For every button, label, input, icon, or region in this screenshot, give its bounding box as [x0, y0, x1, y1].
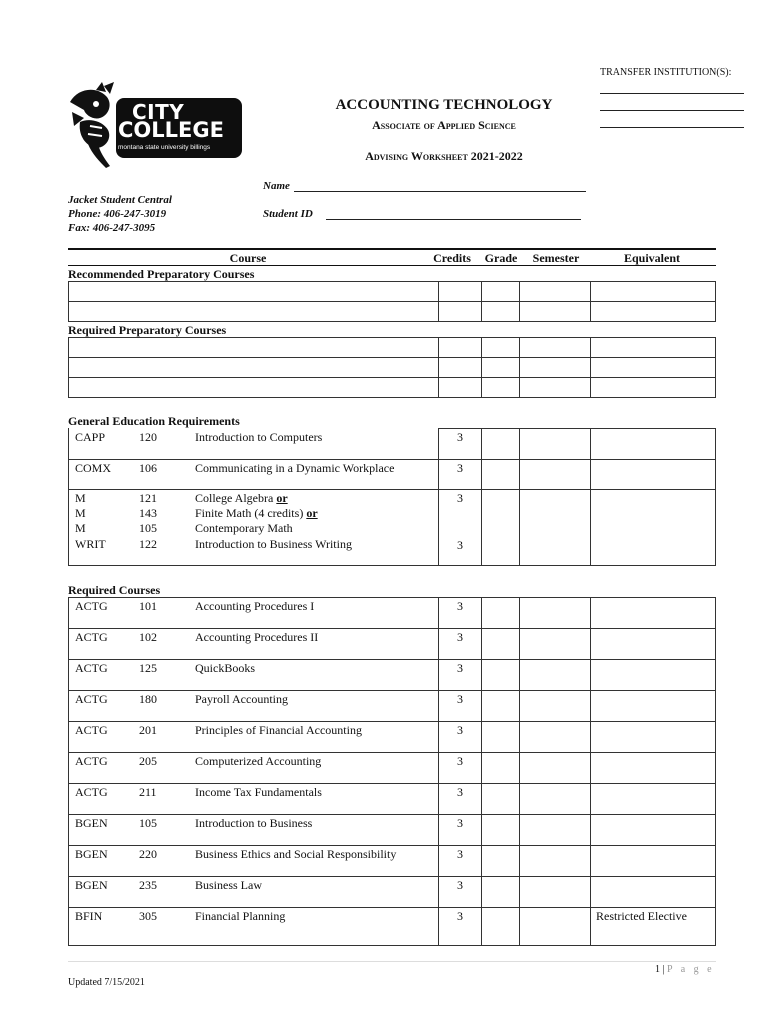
column-semester: Semester — [532, 251, 580, 265]
office-fax: Fax: 406-247-3095 — [68, 222, 156, 234]
course-prefix: BGEN — [75, 847, 108, 861]
course-prefix: BFIN — [75, 909, 103, 923]
required-semester-cell[interactable] — [519, 721, 591, 753]
required-grade-cell[interactable] — [481, 845, 520, 877]
required-equivalent-cell[interactable] — [590, 597, 716, 629]
required-grade-cell[interactable] — [481, 783, 520, 815]
required-equivalent-cell[interactable] — [590, 783, 716, 815]
course-credits: 3 — [457, 491, 463, 505]
prep-course-cell[interactable] — [68, 357, 439, 378]
required-grade-cell[interactable] — [481, 814, 520, 846]
course-credits: 3 — [457, 723, 463, 737]
course-credits: 3 — [457, 847, 463, 861]
course-title: Introduction to Business — [195, 816, 313, 830]
course-title: Business Ethics and Social Responsibility — [195, 847, 397, 861]
course-prefix: ACTG — [75, 599, 108, 613]
required-grade-cell[interactable] — [481, 907, 520, 946]
page-title: ACCOUNTING TECHNOLOGY — [335, 97, 553, 113]
column-grade: Grade — [484, 251, 518, 265]
row-divider — [68, 783, 439, 784]
degree-subtitle: Associate of Applied Science — [372, 118, 516, 132]
name-field[interactable] — [294, 191, 586, 192]
required-grade-cell[interactable] — [481, 752, 520, 784]
course-credits: 3 — [457, 630, 463, 644]
gen-ed-semester-cell[interactable] — [519, 428, 591, 460]
course-title: Accounting Procedures I — [195, 599, 315, 613]
transfer-institution-line-1[interactable] — [600, 93, 744, 94]
row-left-border — [68, 721, 69, 753]
logo-msub-text: montana state university billings — [118, 144, 211, 151]
row-divider — [68, 945, 439, 946]
course-prefix: COMX — [75, 461, 112, 475]
course-credits: 3 — [457, 461, 463, 475]
course-number: 305 — [139, 909, 157, 923]
row-left-border — [68, 752, 69, 784]
or-connector: or — [276, 491, 288, 505]
recommended-grade-cell[interactable] — [481, 281, 520, 302]
required-grade-cell[interactable] — [481, 597, 520, 629]
row-divider — [68, 845, 439, 846]
row-divider — [68, 659, 439, 660]
course-number: 122 — [139, 537, 157, 551]
prep-semester-cell[interactable] — [519, 337, 591, 358]
or-connector: or — [306, 506, 318, 520]
required-equivalent-cell[interactable] — [590, 721, 716, 753]
required-semester-cell[interactable] — [519, 597, 591, 629]
row-divider — [68, 907, 439, 908]
logo-city-text: CITY — [132, 100, 185, 124]
course-number: 125 — [139, 661, 157, 675]
required-equivalent-cell[interactable] — [590, 845, 716, 877]
column-credits: Credits — [433, 251, 471, 265]
page-number: 1 — [655, 964, 660, 975]
recommended-course-cell[interactable] — [68, 281, 439, 302]
required-semester-cell[interactable] — [519, 659, 591, 691]
required-equivalent-cell[interactable] — [590, 876, 716, 908]
course-prefix: WRIT — [75, 537, 106, 551]
row-left-border — [68, 876, 69, 908]
course-title-line — [195, 506, 318, 521]
required-semester-cell[interactable] — [519, 907, 591, 946]
course-credits: 3 — [457, 909, 463, 923]
section-required-prep-title: Required Preparatory Courses — [68, 323, 227, 337]
gen-ed-row-divider — [68, 489, 439, 490]
course-title: Financial Planning — [195, 909, 286, 923]
required-grade-cell[interactable] — [481, 690, 520, 722]
course-title-line — [195, 491, 288, 506]
prep-course-cell[interactable] — [68, 377, 439, 398]
gen-ed-equivalent-cell[interactable] — [590, 489, 716, 566]
footer-rule — [68, 961, 716, 962]
course-title: Principles of Financial Accounting — [195, 723, 362, 737]
course-title: College Algebra — [195, 491, 274, 505]
logo-college-text: COLLEGE — [118, 118, 224, 142]
course-prefix: M — [75, 506, 86, 520]
prep-grade-cell[interactable] — [481, 337, 520, 358]
course-number: 201 — [139, 723, 157, 737]
required-semester-cell[interactable] — [519, 783, 591, 815]
row-left-border — [68, 597, 69, 629]
name-label: Name — [263, 180, 290, 192]
required-semester-cell[interactable] — [519, 628, 591, 660]
prep-grade-cell[interactable] — [481, 377, 520, 398]
course-prefix: ACTG — [75, 723, 108, 737]
row-divider — [68, 752, 439, 753]
prep-credits-cell[interactable] — [438, 377, 482, 398]
prep-semester-cell[interactable] — [519, 377, 591, 398]
gen-ed-semester-cell[interactable] — [519, 489, 591, 566]
course-equivalent: Restricted Elective — [596, 909, 687, 923]
office-phone: Phone: 406-247-3019 — [68, 208, 167, 220]
column-course: Course — [229, 251, 267, 265]
course-number: 205 — [139, 754, 157, 768]
course-credits: 3 — [457, 816, 463, 830]
course-number: 106 — [139, 461, 157, 475]
prep-credits-cell[interactable] — [438, 337, 482, 358]
course-number: 220 — [139, 847, 157, 861]
course-prefix: BGEN — [75, 878, 108, 892]
required-semester-cell[interactable] — [519, 752, 591, 784]
course-title: QuickBooks — [195, 661, 255, 675]
row-divider — [68, 876, 439, 877]
gen-ed-equivalent-cell[interactable] — [590, 459, 716, 490]
course-prefix: CAPP — [75, 430, 106, 444]
course-title: Finite Math (4 credits) — [195, 506, 304, 520]
course-title: Introduction to Computers — [195, 430, 323, 444]
course-credits: 3 — [457, 538, 463, 552]
prep-semester-cell[interactable] — [519, 357, 591, 378]
recommended-semester-cell[interactable] — [519, 281, 591, 302]
required-semester-cell[interactable] — [519, 845, 591, 877]
section-required-title: Required Courses — [68, 583, 161, 597]
course-number: 180 — [139, 692, 157, 706]
page-word: P a g e — [667, 964, 715, 975]
prep-credits-cell[interactable] — [438, 357, 482, 378]
row-divider — [68, 597, 439, 598]
prep-equivalent-cell[interactable] — [590, 377, 716, 398]
page-number-block: 1 | P a g e — [655, 964, 715, 975]
section-gen-ed-title: General Education Requirements — [68, 414, 240, 428]
recommended-grade-cell[interactable] — [481, 301, 520, 322]
required-equivalent-cell[interactable] — [590, 628, 716, 660]
gen-ed-grade-cell[interactable] — [481, 428, 520, 460]
required-grade-cell[interactable] — [481, 876, 520, 908]
worksheet-title: Advising Worksheet 2021-2022 — [365, 149, 523, 163]
row-left-border — [68, 783, 69, 815]
updated-date: Updated 7/15/2021 — [68, 977, 145, 988]
course-credits: 3 — [457, 785, 463, 799]
course-credits: 3 — [457, 754, 463, 768]
row-left-border — [68, 628, 69, 660]
table-header-bottom-rule — [68, 265, 716, 266]
course-credits: 3 — [457, 430, 463, 444]
course-number: 105 — [139, 816, 157, 830]
row-divider — [68, 721, 439, 722]
prep-equivalent-cell[interactable] — [590, 337, 716, 358]
recommended-credits-cell[interactable] — [438, 281, 482, 302]
row-divider — [68, 814, 439, 815]
course-number: 121 — [139, 491, 157, 505]
student-id-label: Student ID — [263, 208, 313, 220]
course-prefix: M — [75, 491, 86, 505]
required-semester-cell[interactable] — [519, 690, 591, 722]
gen-ed-left-border — [68, 428, 69, 566]
course-title: Business Law — [195, 878, 262, 892]
recommended-semester-cell[interactable] — [519, 301, 591, 322]
course-prefix: M — [75, 521, 86, 535]
table-header-top-rule — [68, 248, 716, 250]
gen-ed-grade-cell[interactable] — [481, 459, 520, 490]
office-name: Jacket Student Central — [68, 194, 172, 206]
course-title: Computerized Accounting — [195, 754, 322, 768]
course-prefix: ACTG — [75, 785, 108, 799]
gen-ed-grade-cell[interactable] — [481, 489, 520, 566]
course-prefix: ACTG — [75, 754, 108, 768]
prep-equivalent-cell[interactable] — [590, 357, 716, 378]
required-semester-cell[interactable] — [519, 876, 591, 908]
transfer-institution-label: TRANSFER INSTITUTION(S): — [600, 67, 732, 78]
student-id-field[interactable] — [326, 219, 581, 220]
required-semester-cell[interactable] — [519, 814, 591, 846]
course-credits: 3 — [457, 599, 463, 613]
course-number: 105 — [139, 521, 157, 535]
gen-ed-equivalent-cell[interactable] — [590, 428, 716, 460]
course-prefix: ACTG — [75, 661, 108, 675]
course-credits: 3 — [457, 692, 463, 706]
section-recommended-title: Recommended Preparatory Courses — [68, 267, 255, 281]
row-left-border — [68, 907, 69, 946]
course-prefix: ACTG — [75, 630, 108, 644]
course-number: 101 — [139, 599, 157, 613]
gen-ed-semester-cell[interactable] — [519, 459, 591, 490]
row-left-border — [68, 814, 69, 846]
course-title: Accounting Procedures II — [195, 630, 319, 644]
recommended-equivalent-cell[interactable] — [590, 281, 716, 302]
course-credits: 3 — [457, 878, 463, 892]
required-equivalent-cell[interactable] — [590, 752, 716, 784]
gen-ed-row-divider — [68, 565, 439, 566]
row-divider — [68, 690, 439, 691]
required-equivalent-cell[interactable] — [590, 814, 716, 846]
required-equivalent-cell[interactable] — [590, 690, 716, 722]
required-equivalent-cell[interactable] — [590, 659, 716, 691]
course-prefix: ACTG — [75, 692, 108, 706]
row-left-border — [68, 845, 69, 877]
prep-course-cell[interactable] — [68, 337, 439, 358]
course-prefix: BGEN — [75, 816, 108, 830]
required-grade-cell[interactable] — [481, 628, 520, 660]
row-left-border — [68, 659, 69, 691]
course-title: Introduction to Business Writing — [195, 537, 352, 551]
course-number: 102 — [139, 630, 157, 644]
required-grade-cell[interactable] — [481, 659, 520, 691]
row-left-border — [68, 690, 69, 722]
recommended-course-cell[interactable] — [68, 301, 439, 322]
recommended-equivalent-cell[interactable] — [590, 301, 716, 322]
gen-ed-row-divider — [68, 459, 439, 460]
course-number: 120 — [139, 430, 157, 444]
row-divider — [68, 628, 439, 629]
course-credits: 3 — [457, 661, 463, 675]
course-title: Payroll Accounting — [195, 692, 288, 706]
column-equivalent: Equivalent — [623, 251, 680, 265]
course-title: Income Tax Fundamentals — [195, 785, 322, 799]
course-title: Communicating in a Dynamic Workplace — [195, 461, 395, 475]
course-number: 143 — [139, 506, 157, 520]
course-number: 211 — [139, 785, 157, 799]
required-grade-cell[interactable] — [481, 721, 520, 753]
prep-grade-cell[interactable] — [481, 357, 520, 378]
recommended-credits-cell[interactable] — [438, 301, 482, 322]
course-number: 235 — [139, 878, 157, 892]
course-title: Contemporary Math — [195, 521, 293, 535]
